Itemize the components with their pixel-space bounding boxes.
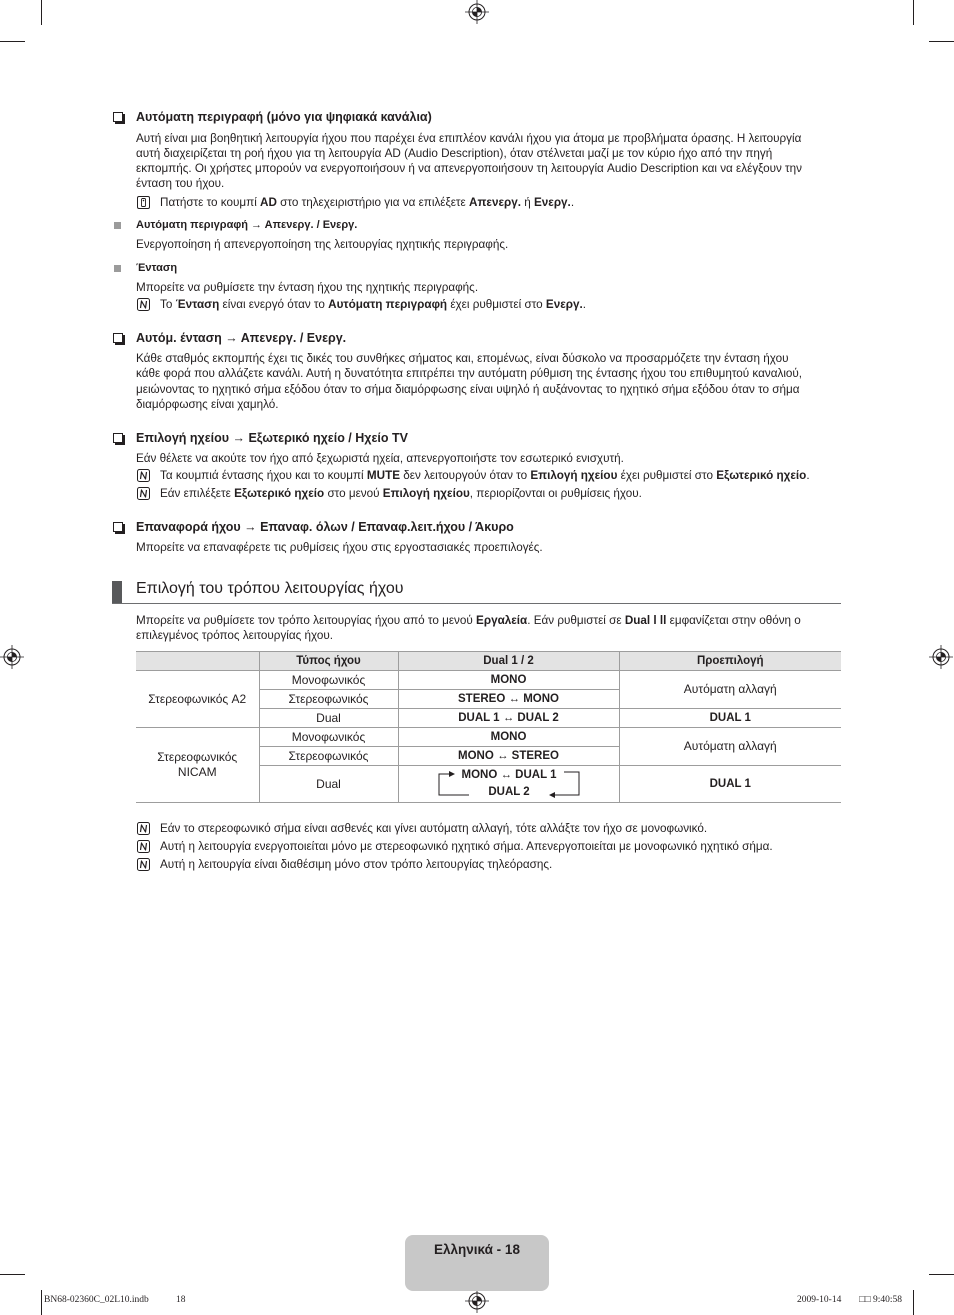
paragraph-line: Κάθε σταθμός εκπομπής έχει τις δικές του συνθήκες σήματος και, επομένως, είναι δύσκολο να προσαρμόζετε την ένταση ήχου [136, 352, 789, 365]
note-text: Πατήστε το κουμπί [160, 196, 261, 209]
note-icon [137, 840, 150, 853]
note-text: έχει ρυθμιστεί στο [447, 298, 546, 311]
table-header-cell: Τύπος ήχου [259, 652, 398, 671]
note-stereo-only: Αυτή η λειτουργία ενεργοποιείται μόνο με στερεοφωνικό ηχητικό σήμα. Απενεργοποιείται με μονοφωνικό ηχητικό σήμα. [160, 840, 773, 853]
group-name-line: Στερεοφωνικός A2 [148, 691, 247, 706]
table-header-cell: Προεπιλογή [619, 652, 841, 671]
note-weak-stereo: Εάν το στερεοφωνικό σήμα είναι ασθενές και γίνει αυτόματη αλλαγή, τότε αλλάξτε τον ήχο σε μονοφωνικό. [160, 822, 708, 835]
registration-mark-icon [465, 0, 489, 24]
table-cell-type: Στερεοφωνικός [259, 690, 398, 709]
paragraph-line: αυτή διαχειρίζεται τη ροή ήχου για τη λειτουργία AD (Audio Description), όταν στέλνεται μαζί με τον κύριο ήχο από την πηγή [136, 147, 773, 160]
note-remote-ad-button [160, 195, 574, 210]
crop-mark [929, 41, 954, 42]
paragraph-line: Μπορείτε να επαναφέρετε τις ρυθμίσεις ήχου στις εργοστασιακές προεπιλογές. [136, 541, 543, 554]
table-cell-dual: MONO [398, 728, 619, 747]
crop-mark [41, 1290, 42, 1315]
note-bold-text: Επιλογή ηχείου [530, 469, 618, 482]
crop-mark [0, 41, 25, 42]
paragraph-text: Μπορείτε να ρυθμίσετε τον τρόπο λειτουργίας ήχου από το μενού [136, 614, 477, 627]
remote-icon [137, 196, 150, 209]
option-label-audio-description: Αυτόματη περιγραφή → Απενεργ. / Ενεργ. [136, 219, 358, 231]
note-text: Το [160, 298, 176, 311]
crop-mark [929, 1274, 954, 1275]
paragraph-line: μειώνοντας το ηχητικό σήμα εξόδου όταν το σήμα διαμόρφωσης είναι υψηλό ή αυξάνοντας το ηχητικό σήμα εξόδου όταν το σήμα [136, 383, 800, 396]
option-label-volume: Ένταση [136, 262, 178, 274]
checkbox-icon [113, 522, 123, 532]
crop-mark [913, 1290, 914, 1315]
crop-mark [0, 1274, 25, 1275]
note-bold-text: Επιλογή ηχείου [382, 487, 470, 500]
note-icon [137, 469, 150, 482]
note-bold-text: Αυτόματη περιγραφή [328, 298, 448, 311]
note-bold-text: AD [260, 196, 277, 209]
registration-mark-icon [929, 645, 953, 669]
dual-cycle-line: DUAL 2 [488, 786, 530, 798]
paragraph-bold-text: Dual l ll [624, 614, 667, 627]
note-mute-disabled [160, 468, 810, 483]
table-cell-default: Αυτόματη αλλαγή [619, 671, 841, 709]
dual-cycle-line: MONO ↔ DUAL 1 [461, 769, 557, 781]
note-text: , περιορίζονται οι ρυθμίσεις ήχου. [469, 487, 642, 500]
table-cell-default: DUAL 1 [619, 766, 841, 803]
page-number-label: Ελληνικά - 18 [434, 1242, 520, 1257]
table-row [136, 728, 841, 747]
table-cell-type: Dual [259, 766, 398, 803]
page-number-tab [405, 1235, 549, 1291]
paragraph-line: Εάν θέλετε να ακούτε τον ήχο από ξεχωριστά ηχεία, απενεργοποιήστε τον εσωτερικό ενισχυτή. [136, 452, 624, 465]
crop-mark [913, 0, 914, 25]
paragraph-line: ένταση του ήχου. [136, 177, 225, 190]
table-header-cell: Dual 1 / 2 [398, 652, 619, 671]
note-bold-text: Ένταση [175, 298, 220, 311]
table-cell-type: Μονοφωνικός [259, 728, 398, 747]
note-icon [137, 487, 150, 500]
page-heading-sound-mode: Επιλογή του τρόπου λειτουργίας ήχου [136, 580, 404, 597]
table-cell-dual-cycle [398, 766, 619, 803]
note-text: δεν λειτουργούν όταν το [400, 469, 531, 482]
table-cell-type: Μονοφωνικός [259, 671, 398, 690]
square-bullet-icon [114, 265, 121, 272]
sound-mode-table [136, 651, 841, 803]
note-text: είναι ενεργό όταν το [219, 298, 329, 311]
registration-mark-icon [0, 645, 24, 669]
note-text: . [806, 469, 810, 482]
note-text: στο μενού [324, 487, 383, 500]
note-tv-mode-only: Αυτή η λειτουργία είναι διαθέσιμη μόνο στον τρόπο λειτουργίας τηλεόρασης. [160, 858, 553, 871]
table-cell-dual: DUAL 1 ↔ DUAL 2 [398, 709, 619, 728]
paragraph-line: Αυτή είναι μια βοηθητική λειτουργία ήχου που παρέχει ένα επιπλέον κανάλι ήχου για άτομα με προβλήματα όρασης. Η λειτουργία [136, 132, 802, 145]
note-text: Εάν επιλέξετε [160, 487, 235, 500]
table-cell-default: Αυτόματη αλλαγή [619, 728, 841, 766]
paragraph-line [136, 613, 801, 628]
paragraph-line: εκπομπής. Οι χρήστες μπορούν να ενεργοποιήσουν ή να απενεργοποιήσουν τη λειτουργία Audio Description και να ελέγξουν την [136, 162, 803, 175]
table-cell-dual: MONO [398, 671, 619, 690]
heading-bar [112, 581, 122, 603]
square-bullet-icon [114, 222, 121, 229]
note-bold-text: Απενεργ. [469, 196, 521, 209]
group-name-line: NICAM [177, 765, 217, 779]
table-header-row [136, 652, 841, 671]
checkbox-icon [113, 433, 123, 443]
paragraph-text: εμφανίζεται στην οθόνη ο [666, 614, 801, 627]
note-text: στο τηλεχειριστήριο για να επιλέξετε [276, 196, 470, 209]
paragraph-text: . Εάν ρυθμιστεί σε [527, 614, 625, 627]
paragraph-bold-text: Εργαλεία [476, 614, 528, 627]
table-cell-default: DUAL 1 [619, 709, 841, 728]
note-icon [137, 858, 150, 871]
print-time: □□ 9:40:58 [859, 1295, 902, 1305]
section-title-speaker-select: Επιλογή ηχείου → Εξωτερικό ηχείο / Ηχείο TV [136, 431, 408, 445]
dual-cycle [399, 766, 620, 802]
note-bold-text: Εξωτερικό ηχείο [234, 487, 325, 500]
group-name-line: Στερεοφωνικός [157, 750, 238, 764]
registration-mark-icon [465, 1289, 489, 1313]
table-row [136, 671, 841, 690]
table-header-cell-empty [136, 652, 259, 671]
note-volume-active [160, 297, 586, 312]
note-bold-text: Ενεργ. [545, 298, 583, 311]
note-bold-text: Εξωτερικό ηχείο [716, 469, 807, 482]
note-text: ή [520, 196, 534, 209]
option-description: Μπορείτε να ρυθμίσετε την ένταση ήχου της ηχητικής περιγραφής. [136, 281, 479, 294]
note-text: έχει ρυθμιστεί στο [617, 469, 717, 482]
print-date: 2009-10-14 [797, 1295, 842, 1305]
section-title-auto-volume: Αυτόμ. ένταση → Απενεργ. / Ενεργ. [136, 331, 347, 345]
note-bold-text: MUTE [366, 469, 401, 482]
print-file-name: BN68-02360C_02L10.indb [44, 1295, 149, 1305]
table-group-name [136, 671, 259, 728]
checkbox-icon [113, 112, 123, 122]
table-group-name [136, 728, 259, 803]
print-page-number: 18 [176, 1295, 186, 1305]
paragraph-line: κάθε φορά που αλλάζετε κανάλι. Αυτή η δυνατότητα επιτρέπει την αυτόματη ρύθμιση της έντασης ήχου του επιθυμητού καναλιού, [136, 367, 803, 380]
note-text: . [570, 196, 575, 209]
table-cell-dual: MONO ↔ STEREO [398, 747, 619, 766]
paragraph-line: διαμόρφωσης είναι χαμηλό. [136, 398, 279, 411]
table-cell-type: Στερεοφωνικός [259, 747, 398, 766]
note-settings-limited [160, 486, 642, 501]
option-description: Ενεργοποίηση ή απενεργοποίηση της λειτουργίας ηχητικής περιγραφής. [136, 238, 509, 251]
note-icon [137, 822, 150, 835]
checkbox-icon [113, 333, 123, 343]
note-icon [137, 298, 150, 311]
note-text: . [582, 298, 586, 311]
table-cell-dual: STEREO ↔ MONO [398, 690, 619, 709]
heading-underline [112, 603, 841, 604]
table-cell-type: Dual [259, 709, 398, 728]
paragraph-line: επιλεγμένος τρόπος λειτουργίας ήχου. [136, 629, 333, 642]
crop-mark [41, 0, 42, 25]
note-text: Τα κουμπιά έντασης ήχου και το κουμπί [160, 469, 367, 482]
section-title-sound-reset: Επαναφορά ήχου → Επαναφ. όλων / Επαναφ.λειτ.ήχου / Άκυρο [136, 520, 514, 534]
section-title-audio-description: Αυτόματη περιγραφή (μόνο για ψηφιακά κανάλια) [136, 110, 432, 124]
note-bold-text: Ενεργ. [533, 196, 571, 209]
